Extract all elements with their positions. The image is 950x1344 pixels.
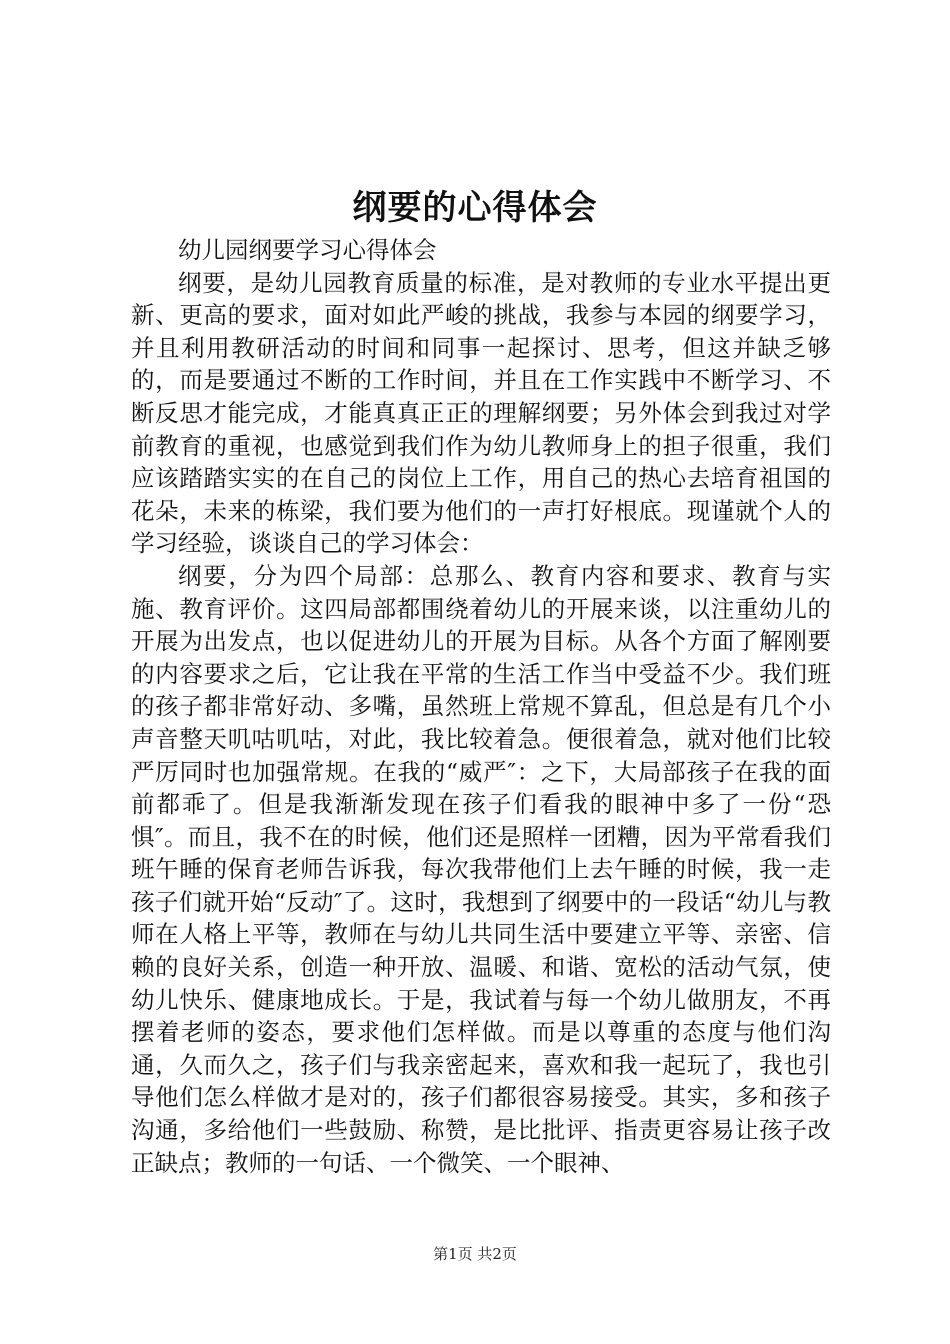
document-subtitle: 幼儿园纲要学习心得体会	[178, 236, 437, 264]
document-title: 纲要的心得体会	[352, 188, 598, 228]
paragraph-outline: 纲要，分为四个局部：总那么、教育内容和要求、教育与实施、教育评价。这四局部都围绕着幼儿的开展来谈，以注重幼儿的开展为出发点，也以促进幼儿的开展为目标。从各个方面了解刚要的内容要求之后，它让我在平常的生活工作当中受益不少。我们班的孩子都非常好动、多嘴，虽然班上常规不算乱，但总是有几个小声音整天叽咕叽咕，对此，我比较着急。便很着急，就对他们比较严厉同时也加强常规。在我的“威严″：之下，大局部孩子在我的面前都乖了。但是我渐渐发现在孩子们看我的眼神中多了一份“恐惧″。而且，我不在的时候，他们还是照样一团糟，因为平常看我们班午睡的保育老师告诉我，每次我带他们上去午睡的时候，我一走孩子们就开始“反动″了。这时，我想到了纲要中的一段话“幼儿与教师在人格上平等，教师在与幼儿共同生活中要建立平等、亲密、信赖的良好关系，创造一种开放、温暖、和谐、宽松的活动气氛，使幼儿快乐、健康地成长。于是，我试着与每一个幼儿做朋友，不再摆着老师的姿态，要求他们怎样做。而是以尊重的态度与他们沟通，久而久之，孩子们与我亲密起来，喜欢和我一起玩了，我也引导他们怎么样做才是对的，孩子们都很容易接受。其实，多和孩子沟通，多给他们一些鼓励、称赞，是比批评、指责更容易让孩子改正缺点；教师的一句话、一个微笑、一个眼神、	[131, 561, 831, 1177]
paragraph-intro: 纲要，是幼儿园教育质量的标准，是对教师的专业水平提出更新、更高的要求，面对如此严峻的挑战，我参与本园的纲要学习，并且利用教研活动的时间和同事一起探讨、思考，但这并缺乏够的，而是要通过不断的工作时间，并且在工作实践中不断学习、不断反思才能完成，才能真真正正的理解纲要；另外体会到我过对学前教育的重视，也感觉到我们作为幼儿教师身上的担子很重，我们应该踏踏实实的在自己的岗位上工作，用自己的热心去培育祖国的花朵，未来的栋梁，我们要为他们的一声打好根底。现谨就个人的学习经验，谈谈自己的学习体会：	[131, 268, 831, 558]
document-body	[131, 234, 831, 1179]
page-number: 第1页 共2页	[433, 1245, 517, 1263]
